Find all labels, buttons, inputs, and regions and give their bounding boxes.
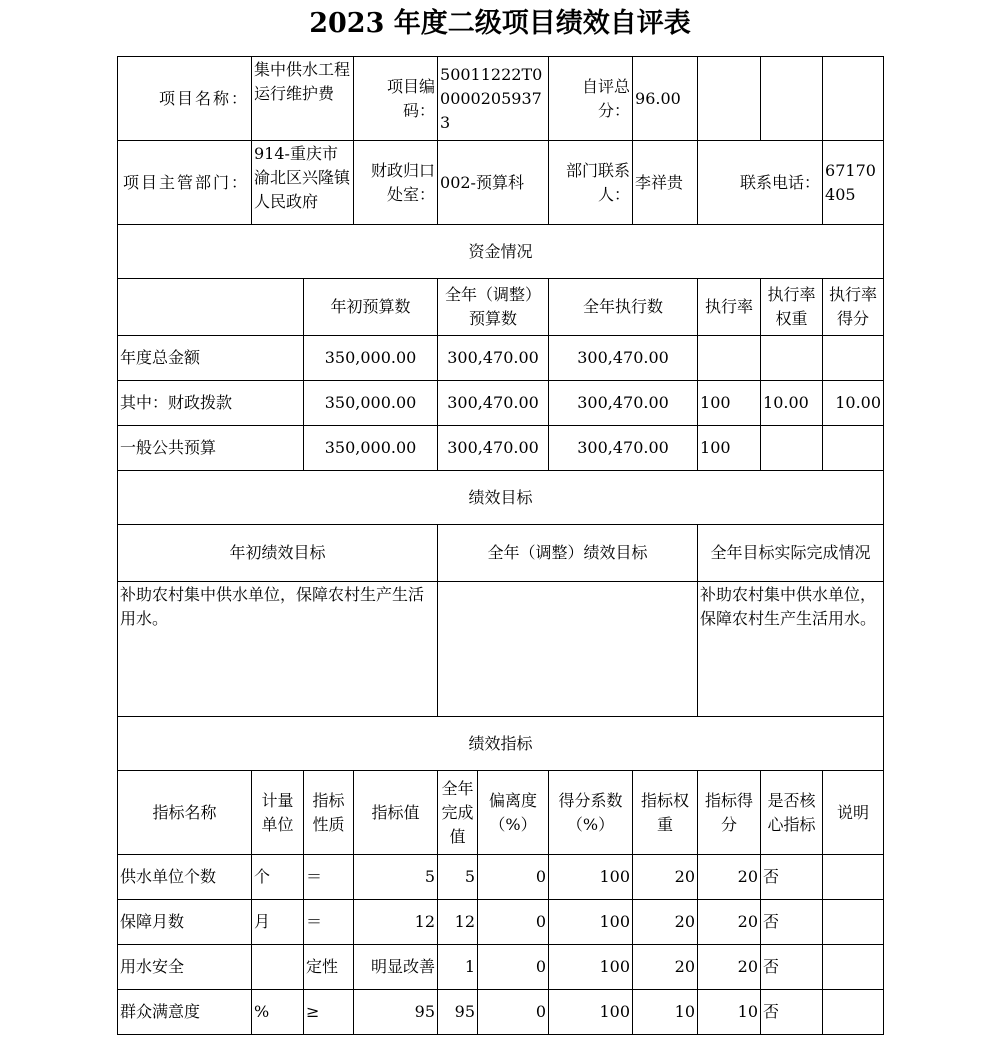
ind-score: 20 <box>698 855 761 900</box>
ind-target: 5 <box>354 855 438 900</box>
ind-unit <box>252 945 304 990</box>
ind-actual: 5 <box>438 855 478 900</box>
ind-weight: 10 <box>633 990 698 1035</box>
goals-header-initial: 年初绩效目标 <box>118 525 438 582</box>
ind-core: 否 <box>761 990 823 1035</box>
page-title: 2023 年度二级项目绩效自评表 <box>309 8 691 39</box>
empty-cell <box>823 57 884 141</box>
ind-unit: 月 <box>252 900 304 945</box>
ind-note <box>823 900 884 945</box>
funds-row-rate <box>698 336 761 381</box>
funds-row-weight <box>761 336 823 381</box>
ind-target: 95 <box>354 990 438 1035</box>
ind-actual: 95 <box>438 990 478 1035</box>
ind-header-deviation: 偏离度（%） <box>478 771 549 855</box>
funds-row-name: 年度总金额 <box>118 336 304 381</box>
ind-weight: 20 <box>633 900 698 945</box>
goal-adjusted <box>438 582 698 717</box>
indicator-row <box>118 990 884 1035</box>
ind-deviation: 0 <box>478 900 549 945</box>
ind-core: 否 <box>761 945 823 990</box>
empty-cell <box>118 279 304 336</box>
goals-header-actual: 全年目标实际完成情况 <box>698 525 884 582</box>
funds-row-rate: 100 <box>698 381 761 426</box>
ind-core: 否 <box>761 855 823 900</box>
ind-unit: % <box>252 990 304 1035</box>
ind-header-coef: 得分系数（%） <box>549 771 633 855</box>
ind-coef: 100 <box>549 900 633 945</box>
ind-actual: 12 <box>438 900 478 945</box>
project-code: 50011222T000002059373 <box>438 57 549 141</box>
funds-row-adjusted: 300,470.00 <box>438 426 549 471</box>
funds-row-name: 一般公共预算 <box>118 426 304 471</box>
funds-header-weight: 执行率权重 <box>761 279 823 336</box>
ind-score: 10 <box>698 990 761 1035</box>
goal-actual: 补助农村集中供水单位，保障农村生产生活用水。 <box>698 582 884 717</box>
funds-row <box>118 336 884 381</box>
office: 002-预算科 <box>438 141 549 225</box>
goals-section-title: 绩效目标 <box>118 471 884 525</box>
office-label: 财政归口处室： <box>354 141 438 225</box>
funds-row-name: 其中：财政拨款 <box>118 381 304 426</box>
goals-header-adjusted: 全年（调整）绩效目标 <box>438 525 698 582</box>
ind-header-core: 是否核心指标 <box>761 771 823 855</box>
funds-row <box>118 381 884 426</box>
ind-weight: 20 <box>633 945 698 990</box>
funds-row-adjusted: 300,470.00 <box>438 381 549 426</box>
funds-header-rate: 执行率 <box>698 279 761 336</box>
project-name: 集中供水工程运行维护费 <box>252 57 354 141</box>
ind-target: 明显改善 <box>354 945 438 990</box>
ind-coef: 100 <box>549 855 633 900</box>
funds-header-executed: 全年执行数 <box>549 279 698 336</box>
indicator-row <box>118 900 884 945</box>
ind-unit: 个 <box>252 855 304 900</box>
phone-label: 联系电话： <box>698 141 823 225</box>
contact: 李祥贵 <box>633 141 698 225</box>
contact-label: 部门联系人： <box>549 141 633 225</box>
ind-score: 20 <box>698 945 761 990</box>
ind-coef: 100 <box>549 945 633 990</box>
ind-header-actual: 全年完成值 <box>438 771 478 855</box>
total-score: 96.00 <box>633 57 698 141</box>
ind-nature: 定性 <box>304 945 354 990</box>
ind-deviation: 0 <box>478 990 549 1035</box>
funds-row-initial: 350,000.00 <box>304 336 438 381</box>
ind-coef: 100 <box>549 990 633 1035</box>
funds-row-score <box>823 336 884 381</box>
ind-name: 群众满意度 <box>118 990 252 1035</box>
ind-score: 20 <box>698 900 761 945</box>
ind-name: 保障月数 <box>118 900 252 945</box>
funds-section-title: 资金情况 <box>118 225 884 279</box>
ind-header-score: 指标得分 <box>698 771 761 855</box>
funds-row-initial: 350,000.00 <box>304 381 438 426</box>
project-code-label: 项目编码： <box>354 57 438 141</box>
funds-row <box>118 426 884 471</box>
ind-weight: 20 <box>633 855 698 900</box>
indicator-row <box>118 945 884 990</box>
funds-header-score: 执行率得分 <box>823 279 884 336</box>
funds-row-initial: 350,000.00 <box>304 426 438 471</box>
score-label: 自评总分： <box>549 57 633 141</box>
ind-nature: ＝ <box>304 855 354 900</box>
funds-row-weight <box>761 426 823 471</box>
dept: 914-重庆市渝北区兴隆镇人民政府 <box>252 141 354 225</box>
empty-cell <box>698 57 761 141</box>
funds-header-adjusted: 全年（调整）预算数 <box>438 279 549 336</box>
funds-row-rate: 100 <box>698 426 761 471</box>
funds-row-adjusted: 300,470.00 <box>438 336 549 381</box>
ind-deviation: 0 <box>478 945 549 990</box>
phone: 67170405 <box>823 141 884 225</box>
ind-deviation: 0 <box>478 855 549 900</box>
ind-actual: 1 <box>438 945 478 990</box>
ind-header-note: 说明 <box>823 771 884 855</box>
ind-header-nature: 指标性质 <box>304 771 354 855</box>
ind-header-name: 指标名称 <box>118 771 252 855</box>
project-name-label: 项目名称： <box>118 57 252 141</box>
ind-header-target: 指标值 <box>354 771 438 855</box>
ind-note <box>823 855 884 900</box>
funds-row-executed: 300,470.00 <box>549 336 698 381</box>
funds-header-initial: 年初预算数 <box>304 279 438 336</box>
evaluation-table <box>117 56 884 1035</box>
ind-note <box>823 945 884 990</box>
ind-header-unit: 计量单位 <box>252 771 304 855</box>
ind-name: 用水安全 <box>118 945 252 990</box>
funds-row-score <box>823 426 884 471</box>
ind-core: 否 <box>761 900 823 945</box>
ind-header-weight: 指标权重 <box>633 771 698 855</box>
funds-row-executed: 300,470.00 <box>549 381 698 426</box>
dept-label: 项目主管部门： <box>118 141 252 225</box>
ind-target: 12 <box>354 900 438 945</box>
funds-row-score: 10.00 <box>823 381 884 426</box>
ind-note <box>823 990 884 1035</box>
funds-row-weight: 10.00 <box>761 381 823 426</box>
indicator-row <box>118 855 884 900</box>
goal-initial: 补助农村集中供水单位，保障农村生产生活用水。 <box>118 582 438 717</box>
ind-nature: ≥ <box>304 990 354 1035</box>
indicators-section-title: 绩效指标 <box>118 717 884 771</box>
ind-nature: ＝ <box>304 900 354 945</box>
ind-name: 供水单位个数 <box>118 855 252 900</box>
empty-cell <box>761 57 823 141</box>
funds-row-executed: 300,470.00 <box>549 426 698 471</box>
